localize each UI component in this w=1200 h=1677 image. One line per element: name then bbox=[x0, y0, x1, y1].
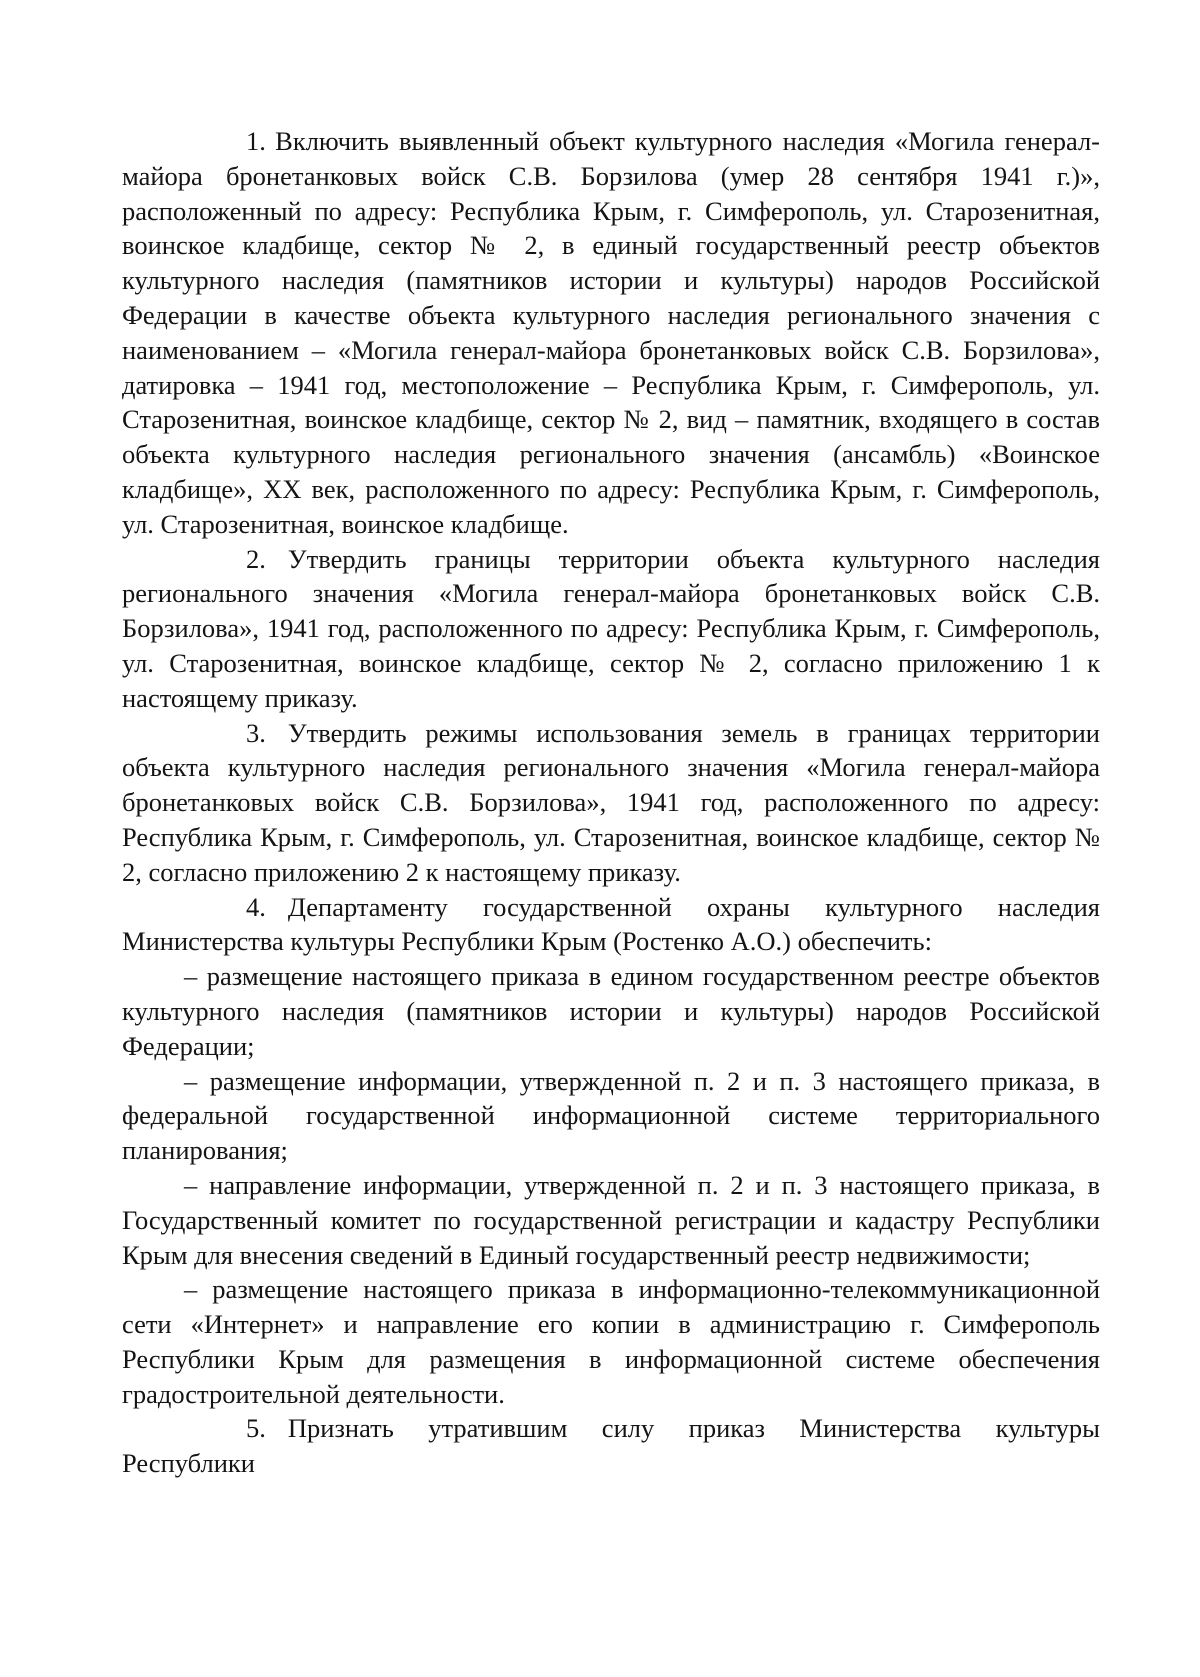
list-item-2: – размещение информации, утвержденной п. 2 и п. 3 настоящего приказа, в федеральной государственной информационной системе территориального планирования; bbox=[122, 1065, 1100, 1166]
list-item-1: – размещение настоящего приказа в едином государственном реестре объектов культурного наследия (памятников истории и культуры) народов Российской Федерации; bbox=[122, 961, 1100, 1061]
paragraph-number: 4. bbox=[246, 891, 266, 922]
list-item-4: – размещение настоящего приказа в информационно-телекоммуникационной сети «Интернет» и направление его копии в администрацию г. Симферополь Республики Крым для размещения в информационной системе обеспечения градостроительной деятельности. bbox=[122, 1274, 1100, 1409]
paragraph-number: 2. bbox=[246, 543, 266, 574]
paragraph-number: 3. bbox=[246, 717, 266, 748]
paragraph-text: Включить выявленный объект культурного наследия «Могила генерал-майора бронетанковых войск С.В. Борзилова (умер 28 сентября 1941 г.)», расположенный по адресу: Республика Крым, г. Симферополь, ул. Старозенитная, воинское кладбище, сектор № 2, в единый государственный реестр объектов культурного наследия (памятников истории и культуры) народов Российской Федерации в качестве объекта культурного наследия регионального значения с наименованием – «Могила генерал-майора бронетанковых войск С.В. Борзилова», датировка – 1941 год, местоположение – Республика Крым, г. Симферополь, ул. Старозенитная, воинское кладбище, сектор № 2, вид – памятник, входящего в состав объекта культурного наследия регионального значения (ансамбль) «Воинское кладбище», XX век, расположенного по адресу: Республика Крым, г. Симферополь, ул. Старозенитная, воинское кладбище. bbox=[122, 126, 1100, 539]
paragraph-text: Утвердить режимы использования земель в границах территории объекта культурного наследия регионального значения «Могила генерал-майора бронетанковых войск С.В. Борзилова», 1941 год, расположенного по адресу: Республика Крым, г. Симферополь, ул. Старозенитная, воинское кладбище, сектор № 2, согласно приложению 2 к настоящему приказу. bbox=[122, 717, 1100, 887]
paragraph-number: 5. bbox=[246, 1413, 266, 1444]
paragraph-5 bbox=[122, 1411, 1100, 1481]
paragraph-3 bbox=[122, 716, 1100, 890]
document-body bbox=[122, 124, 1100, 1481]
paragraph-text: Признать утратившим силу приказ Министерства культуры Республики bbox=[122, 1413, 1100, 1479]
paragraph-4 bbox=[122, 890, 1100, 960]
paragraph-1 bbox=[122, 124, 1100, 542]
paragraph-number: 1. bbox=[246, 126, 266, 156]
list-item-3: – направление информации, утвержденной п. 2 и п. 3 настоящего приказа, в Государственный комитет по государственной регистрации и кадастру Республики Крым для внесения сведений в Единый государственный реестр недвижимости; bbox=[122, 1169, 1100, 1270]
paragraph-text: Департаменту государственной охраны культурного наследия Министерства культуры Республики Крым (Ростенко А.О.) обеспечить: bbox=[122, 891, 1100, 957]
paragraph-text: Утвердить границы территории объекта культурного наследия регионального значения «Могила генерал-майора бронетанковых войск С.В. Борзилова», 1941 год, расположенного по адресу: Республика Крым, г. Симферополь, ул. Старозенитная, воинское кладбище, сектор № 2, согласно приложению 1 к настоящему приказу. bbox=[122, 543, 1100, 713]
paragraph-2 bbox=[122, 542, 1100, 716]
